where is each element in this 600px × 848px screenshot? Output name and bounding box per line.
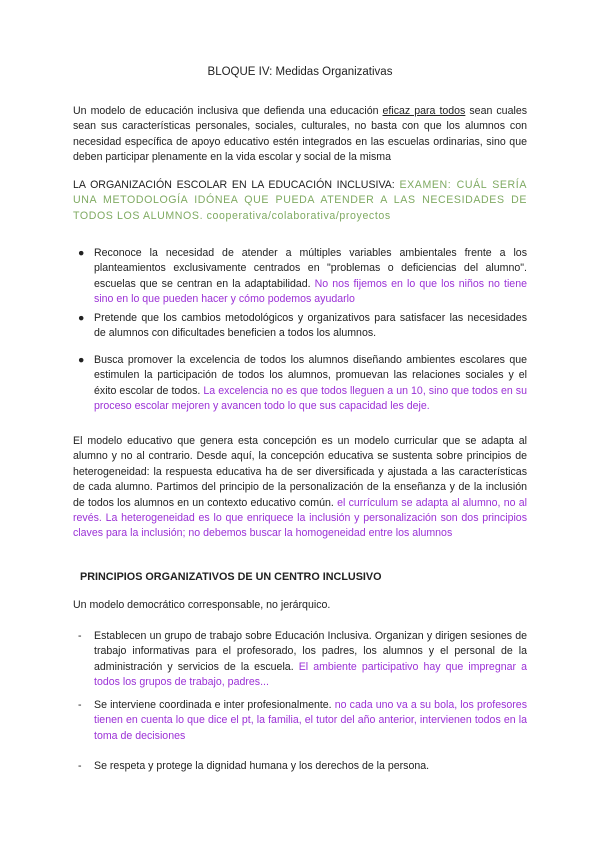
dash-marker: - [78, 699, 82, 711]
bullet-note: La excelencia no es que todos lleguen a un 10, sino que todos en su proceso escolar mejoren y avancen todo lo que sus capacidad les deje. [94, 384, 527, 413]
intro-text-start: Un modelo de educación inclusiva que defienda una educación [73, 105, 383, 117]
bullet-text: Reconoce la necesidad de atender a múltiples variables ambientales frente a los planteamientos exclusivamente centrados en "problemas o deficiencias del alumno". escuelas que se centran en la adaptabilidad. [94, 247, 527, 290]
list-item [73, 698, 527, 744]
dash-marker: - [78, 630, 82, 642]
dash-list-item-2 [73, 698, 527, 744]
dash-list-item-1 [73, 629, 527, 691]
curriculum-paragraph [73, 434, 527, 542]
document-title: BLOQUE IV: Medidas Organizativas [207, 66, 393, 78]
list-item [73, 629, 527, 691]
bullet-list-item-1 [73, 246, 527, 308]
list-item [73, 246, 527, 308]
list-item [73, 759, 527, 774]
bullet-note: No nos fijemos en lo que los niños no tiene sino en lo que pueden hacer y cómo podemos ayudarlo [94, 277, 527, 306]
exam-answer-note: cooperativa/colaborativa/proyectos [203, 209, 391, 222]
dash-marker: - [78, 760, 82, 772]
dash-text: Establecen un grupo de trabajo sobre Educación Inclusiva. Organizan y dirigen sesiones de trabajo informativas para el profesorado, los padres, los alumnos y el personal de la administración y servicios de la escuela. [94, 630, 527, 673]
bullet-marker: ● [78, 247, 85, 259]
curriculum-text: El modelo educativo que genera esta concepción es un modelo curricular que se adapta al alumno y no al contrario. Desde aquí, la concepción educativa se sustenta sobre principios de heterogeneidad: la respuesta educativa ha de ser diversificada y ajustada a las características de cada alumno. Partimos del principio de la personalización de la enseñanza y de la inclusión de todos los alumnos en un contexto educativo común. [73, 435, 527, 509]
dash-text: Se interviene coordinada e inter profesionalmente. [94, 699, 332, 711]
section-organizacion-heading: LA ORGANIZACIÓN ESCOLAR EN LA EDUCACIÓN INCLUSIVA: [73, 179, 400, 191]
dash-text: Se respeta y protege la dignidad humana y los derechos de la persona. [94, 760, 430, 772]
bullet-list-item-2 [73, 311, 527, 342]
bullet-text: Pretende que los cambios metodológicos y organizativos para satisfacer las necesidades de alumnos con dificultades beneficien a todos los alumnos. [94, 312, 527, 340]
section-principios-heading: PRINCIPIOS ORGANIZATIVOS DE UN CENTRO INCLUSIVO [80, 571, 382, 583]
curriculum-note: el currículum se adapta al alumno, no al revés. La heterogeneidad es lo que enriquece la inclusión y personalización son dos principios claves para la inclusión; no debemos buscar la homogeneidad entre los alumnos [73, 496, 527, 540]
dash-note: El ambiente participativo hay que impregnar a todos los grupos de trabajo, padres... [94, 660, 527, 689]
bullet-list-item-3 [73, 353, 527, 415]
bullet-text: Busca promover la excelencia de todos los alumnos diseñando ambientes escolares que estimulen la participación de todos los alumnos, promuevan las relaciones sociales y el éxito escolar de todos. [94, 354, 527, 397]
intro-text-end: sean cuales sean sus características personales, sociales, culturales, no basta con que los alumnos con necesidad específica de apoyo educativo estén integrados en las escuelas ordinarias, sino que deben participar plenamente en la vida escolar y social de la misma [73, 105, 528, 164]
intro-paragraph [73, 104, 527, 166]
bullet-marker: ● [78, 312, 85, 324]
bullet-marker: ● [78, 354, 85, 366]
dash-note: no cada uno va a su bola, los profesores tienen en cuenta lo que dice el pt, la familia, el tutor del año anterior, intervienen todos en la toma de decisiones [94, 699, 527, 742]
list-item [73, 311, 527, 342]
intro-underlined-text: eficaz para todos [382, 105, 466, 117]
exam-question: EXAMEN: CUÁL SERÍA UNA METODOLOGÍA IDÓNEA QUE PUEDA ATENDER A LAS NECESIDADES DE TODOS LOS ALUMNOS. [73, 179, 527, 222]
section-principios-intro: Un modelo democrático corresponsable, no jerárquico. [73, 599, 331, 611]
dash-list-item-3 [73, 759, 527, 774]
list-item [73, 353, 527, 415]
section-organizacion [73, 178, 527, 224]
